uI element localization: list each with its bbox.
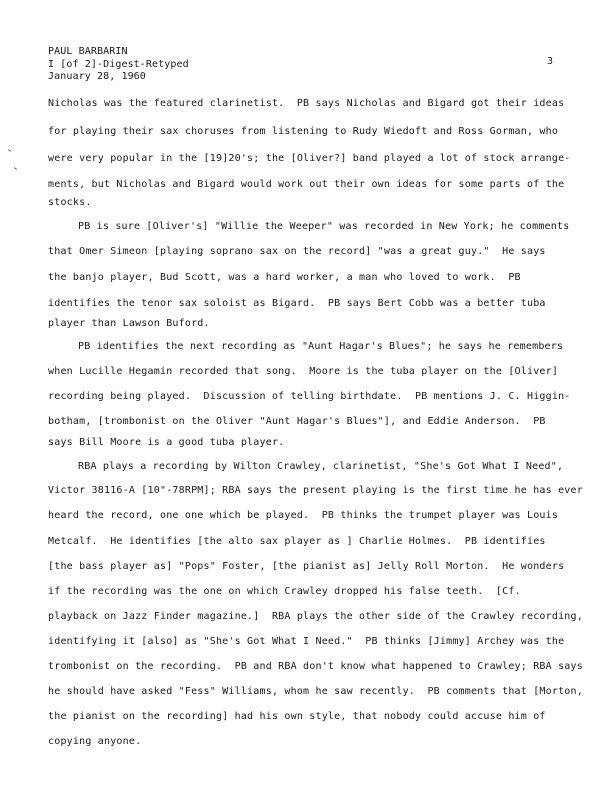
body-line: were very popular in the [19]20's; the [Oliver?] band played a lot of stock arrange- <box>48 153 571 164</box>
body-line: botham, [trombonist on the Oliver "Aunt Hagar's Blues"], and Eddie Anderson. PB <box>48 416 546 427</box>
body-line: player than Lawson Buford. <box>48 318 210 329</box>
page-number: 3 <box>547 56 554 67</box>
body-line: when Lucille Hegamin recorded that song. Moore is the tuba player on the [Oliver] <box>48 366 559 377</box>
body-line: PB is sure [Oliver's] "Willie the Weeper" was recorded in New York; he comments <box>78 221 570 232</box>
body-line: recording being played. Discussion of telling birthdate. PB mentions J. C. Higgin- <box>48 391 571 402</box>
body-line: copying anyone. <box>48 736 142 747</box>
body-line: the pianist on the recording] had his own style, that nobody could accuse him of <box>48 711 546 722</box>
body-line: he should have asked "Fess" Williams, whom he saw recently. PB comments that [Morton, <box>48 686 583 697</box>
body-line: [the bass player as] "Pops" Foster, [the pianist as] Jelly Roll Morton. He wonders <box>48 561 565 572</box>
body-line: playback on Jazz Finder magazine.] RBA plays the other side of the Crawley recording, <box>48 611 583 622</box>
body-line: RBA plays a recording by Wilton Crawley, clarinetist, "She's Got What I Need", <box>78 461 564 472</box>
interviewee-name: PAUL BARBARIN <box>48 46 128 57</box>
body-line: that Omer Simeon [playing soprano sax on the record] "was a great guy." He says <box>48 246 546 257</box>
body-line: Victor 38116-A [10"-78RPM]; RBA says the present playing is the first time he has ever <box>48 485 583 496</box>
body-line: if the recording was the one on which Crawley dropped his false teeth. [Cf. <box>48 586 521 597</box>
body-line: heard the record, one one which be played. PB thinks the trumpet player was Louis <box>48 510 559 521</box>
body-line: ments, but Nicholas and Bigard would work out their own ideas for some parts of the <box>48 179 565 190</box>
body-line: the banjo player, Bud Scott, was a hard worker, a man who loved to work. PB <box>48 272 521 283</box>
body-line: PB identifies the next recording as "Aunt Hagar's Blues"; he says he remembers <box>78 341 564 352</box>
interview-date: January 28, 1960 <box>48 71 146 83</box>
reel-info: I [of 2]-Digest-Retyped <box>48 58 189 70</box>
body-line: stocks. <box>48 197 92 208</box>
scan-speck <box>14 167 17 170</box>
body-line: Nicholas was the featured clarinetist. PB says Nicholas and Bigard got their ideas <box>48 98 565 109</box>
body-line: identifies the tenor sax soloist as Bigard. PB says Bert Cobb was a better tuba <box>48 298 546 309</box>
document-header <box>48 46 189 84</box>
body-line: says Bill Moore is a good tuba player. <box>48 437 285 448</box>
body-line: identifying it [also] as "She's Got What I Need." PB thinks [Jimmy] Archey was the <box>48 636 565 647</box>
body-line: Metcalf. He identifies [the alto sax player as ] Charlie Holmes. PB identifies <box>48 536 546 547</box>
body-line: trombonist on the recording. PB and RBA don't know what happened to Crawley; RBA says <box>48 661 583 672</box>
body-line: for playing their sax choruses from listening to Rudy Wiedoft and Ross Gorman, who <box>48 126 559 137</box>
scan-speck <box>8 149 11 152</box>
